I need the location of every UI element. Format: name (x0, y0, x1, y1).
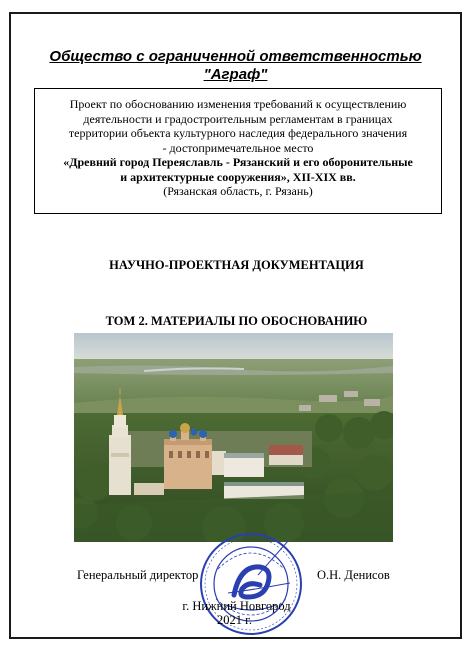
city: г. Нижний Новгород (182, 599, 291, 613)
kremlin-aerial-photo (74, 333, 393, 542)
year: 2021 г. (217, 613, 252, 627)
volume-title: ТОМ 2. МАТЕРИАЛЫ ПО ОБОСНОВАНИЮ (105, 314, 368, 328)
project-title-line2: и архитектурные сооружения», XII-XIX вв. (120, 169, 356, 184)
project-line3: территории объекта культурного наследия федерального значения (68, 126, 408, 140)
project-line1: Проект по обоснованию изменения требований к осуществлению (69, 97, 407, 111)
project-line4: - достопримечательное место (162, 140, 314, 155)
project-description-box (34, 88, 442, 214)
project-title-line1: «Древний город Переяславль - Рязанский и его оборонительные (63, 155, 413, 169)
organization-name (11, 48, 460, 84)
organization-line1: Общество с ограниченной ответственностью (49, 48, 422, 65)
director-position: Генеральный директор (77, 568, 199, 582)
document-type: НАУЧНО-ПРОЕКТНАЯ ДОКУМЕНТАЦИЯ (109, 258, 364, 272)
project-location: (Рязанская область, г. Рязань) (163, 184, 313, 198)
director-name: О.Н. Денисов (317, 568, 390, 582)
project-line2: деятельности и градостроительным регламентам в границах (83, 111, 393, 126)
organization-line2: "Аграф" (203, 66, 268, 83)
